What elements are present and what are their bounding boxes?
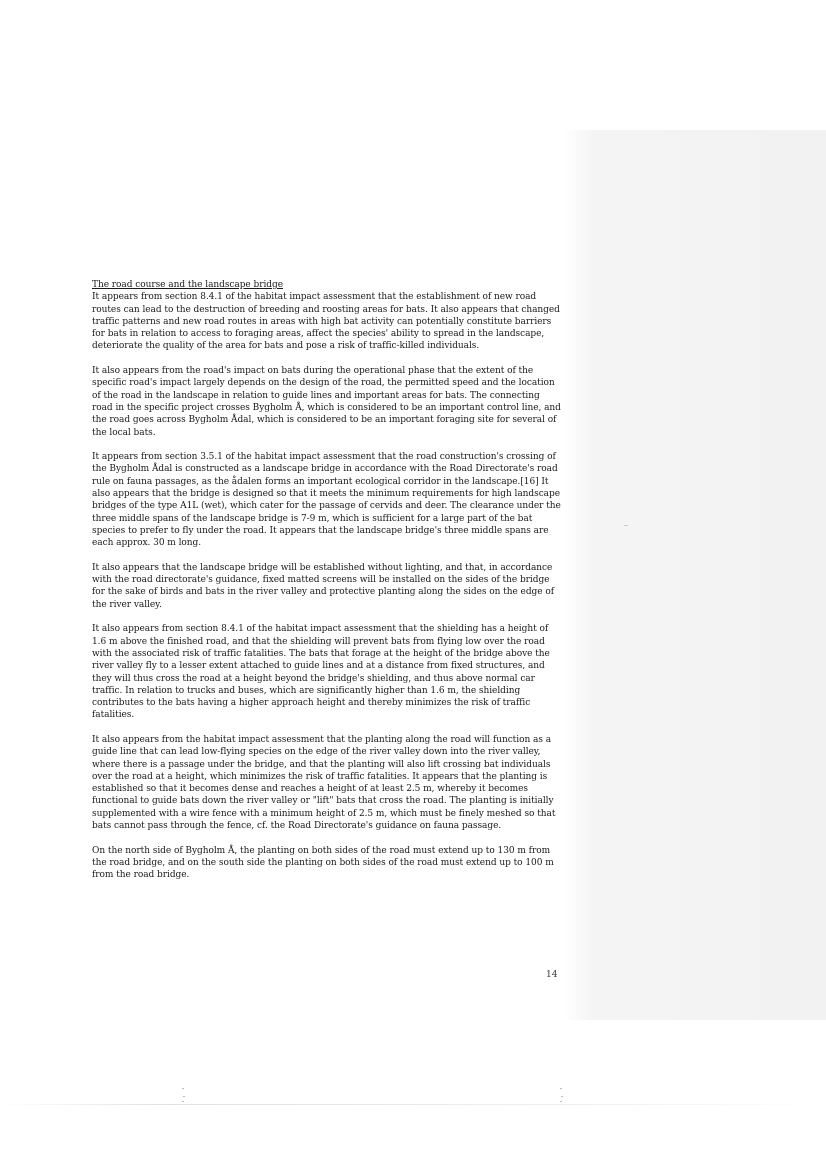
scan-artifact-dot xyxy=(182,1088,184,1089)
scan-artifact-dot xyxy=(183,1096,185,1097)
document-body xyxy=(92,279,562,894)
section-heading: The road course and the landscape bridge xyxy=(92,280,284,290)
paragraph: It also appears that the landscape bridge will be established without lighting, and that, in accordance with the road directorate's guidance, fixed matted screens will be installed on the sides of the bridge for the sake of birds and bats in the river valley and protective planting along the sides on the edge of the river valley. xyxy=(92,562,554,610)
paragraph: It also appears from section 8.4.1 of the habitat impact assessment that the shielding has a height of 1.6 m above the finished road, and that the shielding will prevent bats from flying low over the road with the associated risk of traffic fatalities. The bats that forage at the height of the bridge above the river valley fly to a lesser extent attached to guide lines and at a distance from fixed structures, and they will thus cross the road at a height beyond the bridge's shielding, and thus above normal car traffic. In relation to trucks and buses, which are significantly higher than 1.6 m, the shielding contributes to the bats having a higher approach height and thereby minimizes the risk of traffic fatalities. xyxy=(92,624,550,721)
scan-artifact-dot xyxy=(560,1088,562,1089)
page-number: 14 xyxy=(546,970,558,980)
paragraph: On the north side of Bygholm Å, the planting on both sides of the road must extend up to 130 m from the road bridge, and on the south side the planting on both sides of the road must extend up to 100 m from the road bridge. xyxy=(92,845,554,881)
scan-shadow xyxy=(563,130,826,1020)
paragraph: It also appears from the habitat impact assessment that the planting along the road will function as a guide line that can lead low-flying species on the edge of the river valley down into the river valley, where there is a passage under the bridge, and that the planting will also lift crossing bat individuals over the road at a height, which minimizes the risk of traffic fatalities. It appears that the planting is established so that it becomes dense and reaches a height of at least 2.5 m, whereby it becomes functional to guide bats down the river valley or "lift" bats that cross the road. The planting is initially supplemented with a wire fence with a minimum height of 2.5 m, which must be finely meshed so that bats cannot pass through the fence, cf. the Road Directorate's guidance on fauna passage. xyxy=(92,734,556,832)
scan-artifact-dot xyxy=(561,1096,563,1097)
paragraph: It appears from section 3.5.1 of the habitat impact assessment that the road construction's crossing of the Bygholm Ådal is constructed as a landscape bridge in accordance with the Road Directorate's road rule on fauna passages, as the ådalen forms an important ecological corridor in the landscape.[16] It also appears that the bridge is designed so that it meets the minimum requirements for high landscape bridges of the type A1L (wet), which cater for the passage of cervids and deer. The clearance under the three middle spans of the landscape bridge is 7-9 m, which is sufficient for a large part of the bat species to prefer to fly under the road. It appears that the landscape bridge's three middle spans are each approx. 30 m long. xyxy=(92,452,561,549)
scan-artifact-dot xyxy=(624,525,628,526)
scan-artifact-dot xyxy=(560,1101,562,1102)
paragraph: It also appears from the road's impact on bats during the operational phase that the extent of the specific road's impact largely depends on the design of the road, the permitted speed and the location of the road in the landscape in relation to guide lines and important areas for bats. The connecting road in the specific project crosses Bygholm Å, which is considered to be an important control line, and the road goes across Bygholm Ådal, which is considered to be an important foraging site for several of the local bats. xyxy=(92,366,561,438)
scan-artifact-dot xyxy=(182,1101,184,1102)
paragraph: It appears from section 8.4.1 of the habitat impact assessment that the establishment of new road routes can lead to the destruction of breeding and roosting areas for bats. It also appears that changed traffic patterns and new road routes in areas with high bat activity can potentially constitute barriers for bats in relation to access to foraging areas, affect the species' ability to spread in the landscape, deteriorate the quality of the area for bats and pose a risk of traffic-killed individuals. xyxy=(92,292,560,352)
scan-artifact-line xyxy=(0,1104,826,1105)
